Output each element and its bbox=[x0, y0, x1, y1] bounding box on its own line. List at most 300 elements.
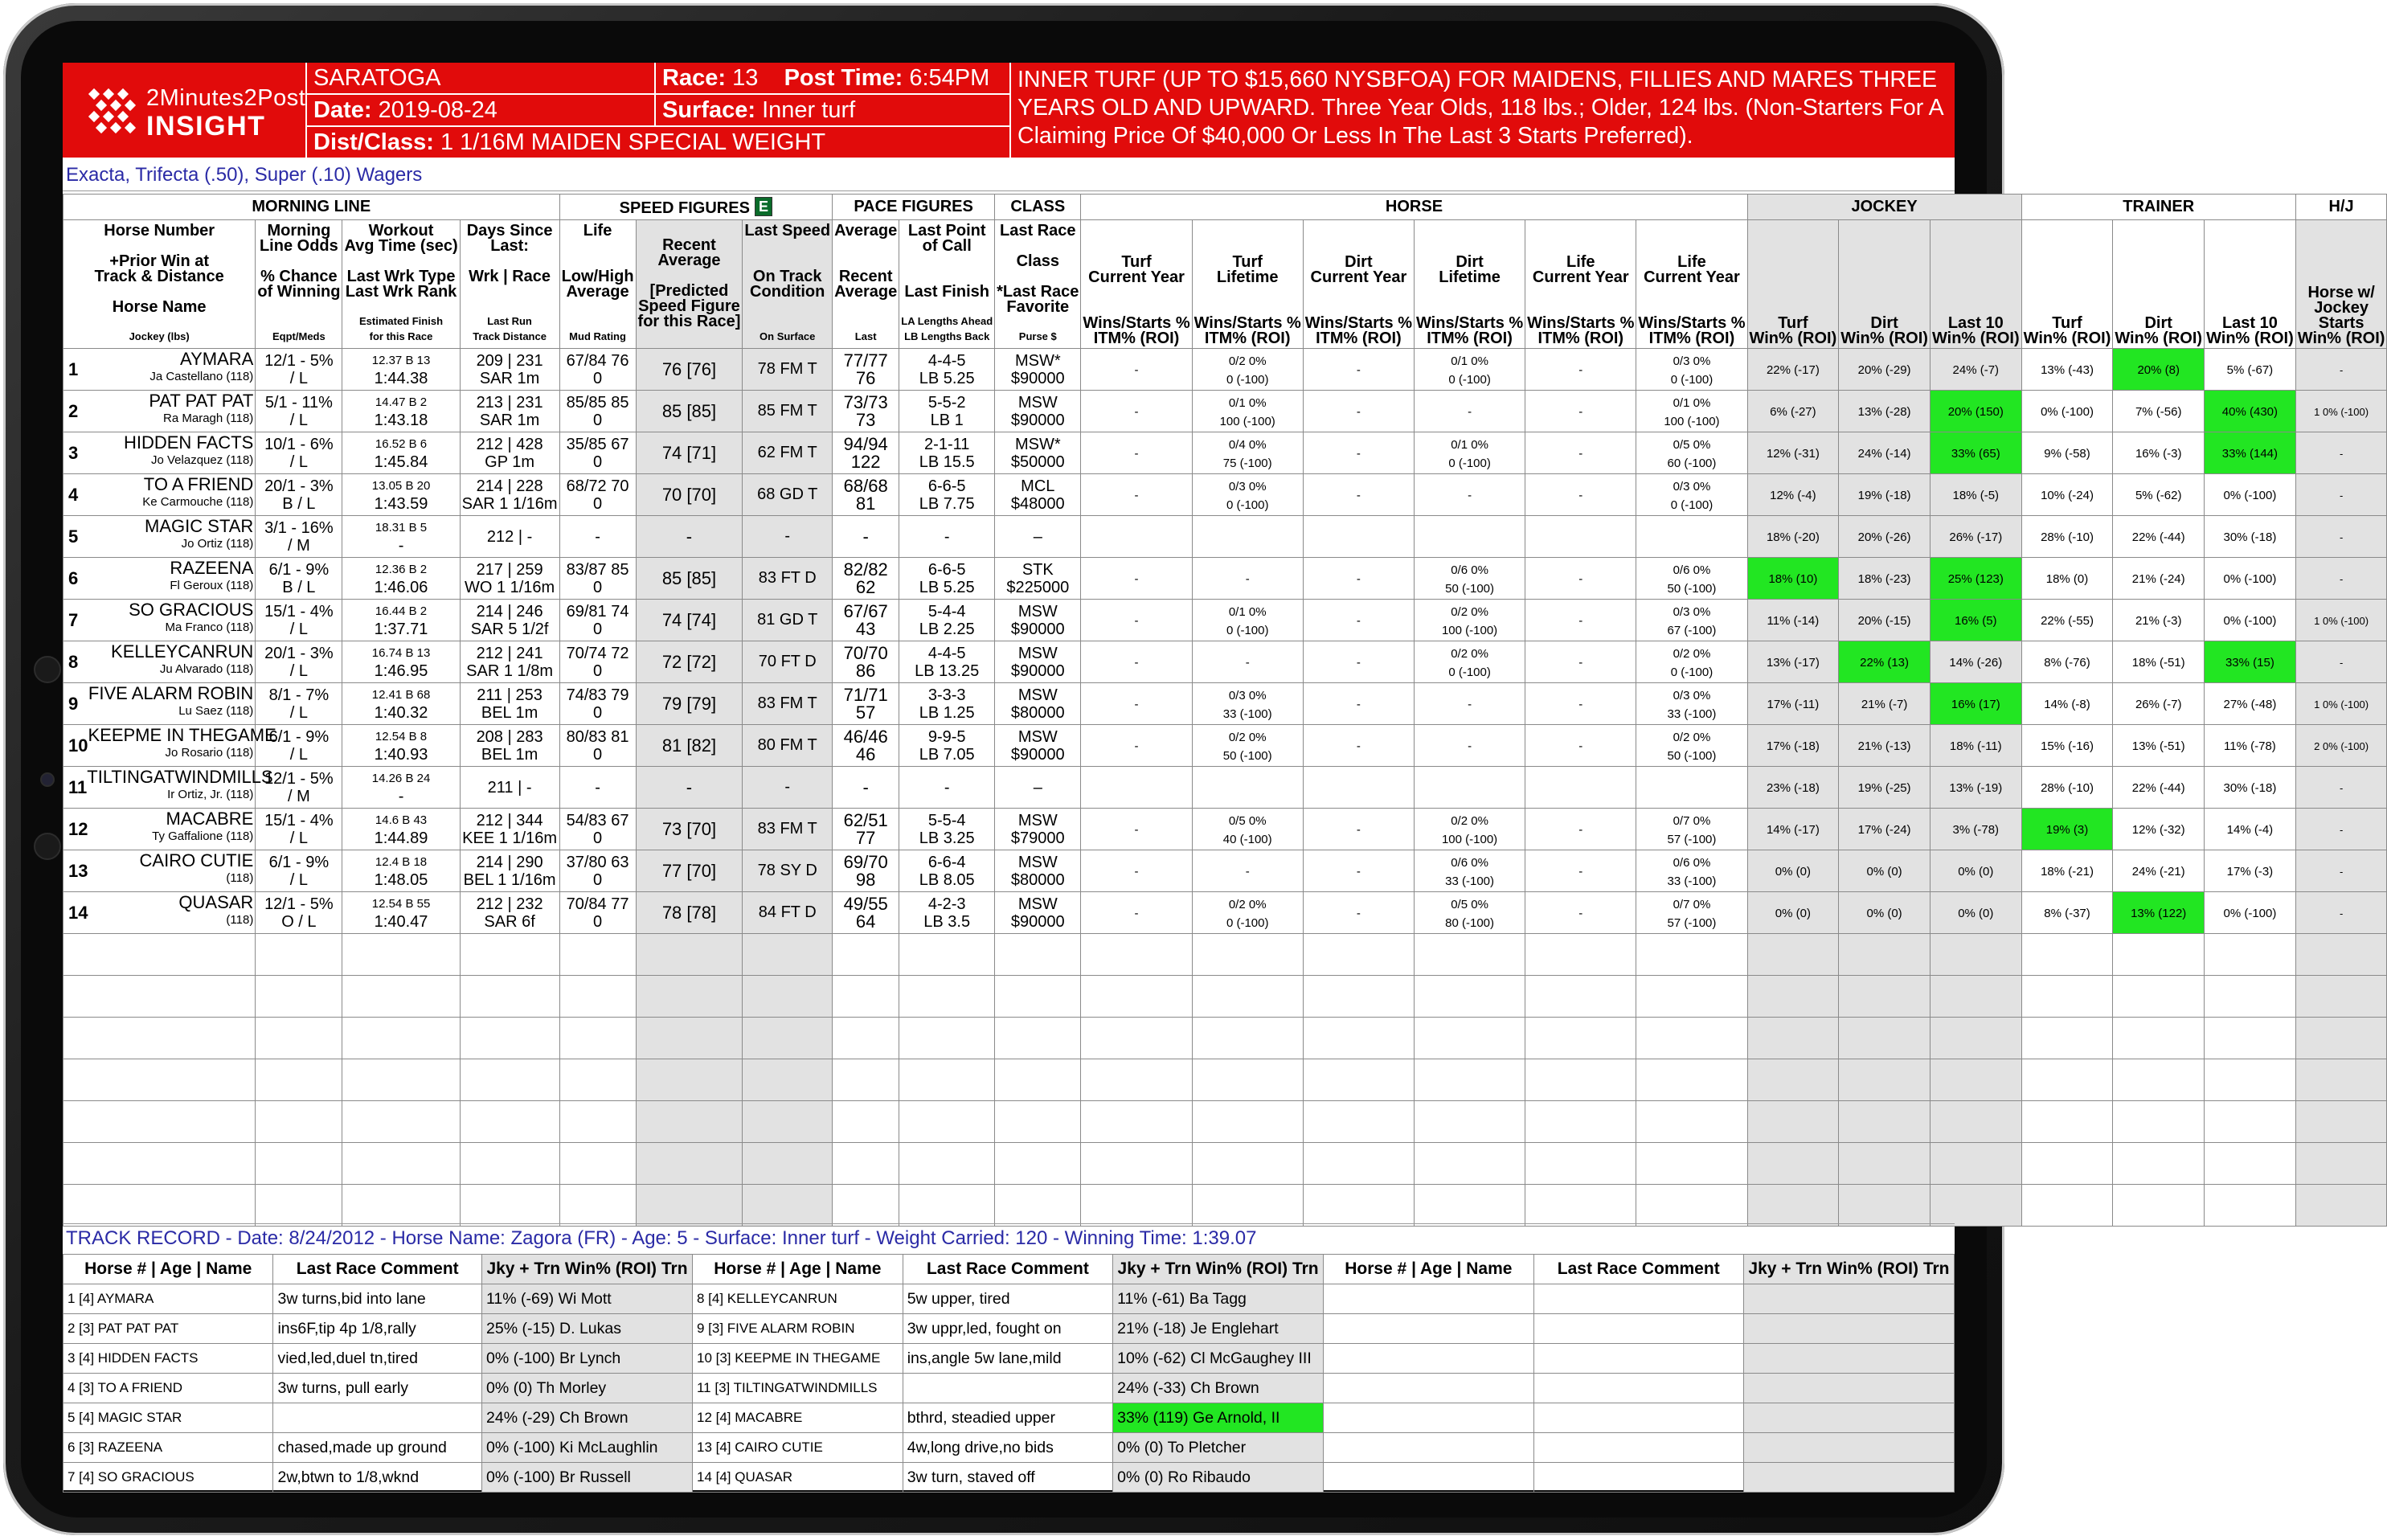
cell-j2: 21% (-7) bbox=[1839, 683, 1930, 725]
cell-horse: 11 TILTINGATWINDMILLS Ir Ortiz, Jr. (118) bbox=[63, 767, 256, 809]
cell-days: 212 | - bbox=[460, 516, 559, 558]
empty-cell bbox=[1414, 1143, 1525, 1185]
empty-cell bbox=[2113, 1101, 2205, 1143]
comment-text bbox=[1533, 1374, 1743, 1403]
comment-horse: 7 [4] SO GRACIOUS bbox=[63, 1463, 273, 1493]
comment-text: bthrd, steadied upper bbox=[903, 1403, 1112, 1433]
empty-cell bbox=[1636, 934, 1747, 976]
cell-horse-h5 bbox=[1525, 516, 1636, 558]
comment-text: ins,angle 5w lane,mild bbox=[903, 1344, 1112, 1374]
horse-row[interactable] bbox=[63, 683, 2387, 725]
cell-horse: 9 FIVE ALARM ROBIN Lu Saez (118) bbox=[63, 683, 256, 725]
cell-recent: 85 [85] bbox=[636, 558, 743, 600]
cell-horse-h1: - bbox=[1081, 725, 1192, 767]
cell-j2: 20% (-15) bbox=[1839, 600, 1930, 641]
empty-cell bbox=[743, 1018, 833, 1059]
cell-days: 214 | 290 BEL 1 1/16m bbox=[460, 850, 559, 892]
empty-cell bbox=[1747, 1143, 1839, 1185]
comment-trainer: 11% (-69) Wi Mott bbox=[482, 1284, 693, 1314]
cell-hj: - bbox=[2295, 767, 2387, 809]
cell-pace-last: - bbox=[899, 767, 995, 809]
empty-cell bbox=[1303, 976, 1414, 1018]
cell-recent: 70 [70] bbox=[636, 474, 743, 516]
brand-subtitle: INSIGHT bbox=[146, 111, 266, 141]
cell-horse-h2: - bbox=[1192, 558, 1303, 600]
cell-pace-avg: 68/68 81 bbox=[833, 474, 899, 516]
cell-horse-h6: 0/3 0% 33 (-100) bbox=[1636, 683, 1747, 725]
cell-pace-avg: 73/73 73 bbox=[833, 391, 899, 432]
cell-odds: 6/1 - 9% / L bbox=[256, 725, 342, 767]
cell-last-speed: 83 FM T bbox=[743, 809, 833, 850]
comment-text bbox=[903, 1374, 1112, 1403]
race-number: Race: 13 Post Time: 6:54PM bbox=[656, 63, 1009, 93]
comments-header-row bbox=[63, 1255, 1955, 1284]
cell-hj: 1 0% (-100) bbox=[2295, 683, 2387, 725]
cell-workout: 14.26 B 24 - bbox=[342, 767, 460, 809]
cell-horse-h5: - bbox=[1525, 850, 1636, 892]
horse-row[interactable] bbox=[63, 432, 2387, 474]
empty-cell bbox=[2295, 934, 2387, 976]
cell-horse-h5: - bbox=[1525, 809, 1636, 850]
empty-cell bbox=[636, 1101, 743, 1143]
empty-cell bbox=[2021, 976, 2113, 1018]
comment-horse: 1 [4] AYMARA bbox=[63, 1284, 273, 1314]
cell-last-speed: 80 FM T bbox=[743, 725, 833, 767]
empty-cell bbox=[1525, 1018, 1636, 1059]
empty-cell bbox=[1081, 1143, 1192, 1185]
cell-horse-h6: 0/3 0% 0 (-100) bbox=[1636, 349, 1747, 391]
cell-t2: 22% (-44) bbox=[2113, 767, 2205, 809]
empty-cell bbox=[1839, 1185, 1930, 1227]
empty-cell bbox=[2113, 976, 2205, 1018]
comment-trainer: 33% (119) Ge Arnold, II bbox=[1113, 1403, 1324, 1433]
col-trainer-t2: Dirt Win% (ROI) bbox=[2113, 220, 2205, 349]
cell-class: MSW $80000 bbox=[995, 850, 1081, 892]
comment-horse bbox=[1324, 1403, 1533, 1433]
cell-hj: 1 0% (-100) bbox=[2295, 391, 2387, 432]
cell-pace-avg: 49/55 64 bbox=[833, 892, 899, 934]
horse-row[interactable] bbox=[63, 600, 2387, 641]
cell-j3: 20% (150) bbox=[1930, 391, 2021, 432]
col-horse-h6: Life Current Year Wins/Starts % ITM% (ROI) bbox=[1636, 220, 1747, 349]
empty-cell bbox=[63, 976, 256, 1018]
cell-last-speed: 81 GD T bbox=[743, 600, 833, 641]
group-trainer: TRAINER bbox=[2021, 195, 2295, 220]
cell-life: 85/85 85 0 bbox=[559, 391, 636, 432]
empty-cell bbox=[1839, 1059, 1930, 1101]
cell-hj: 2 0% (-100) bbox=[2295, 725, 2387, 767]
cell-recent: 72 [72] bbox=[636, 641, 743, 683]
cell-j1: 18% (-20) bbox=[1747, 516, 1839, 558]
empty-row bbox=[63, 1185, 2387, 1227]
cell-horse-h2: 0/3 0% 0 (-100) bbox=[1192, 474, 1303, 516]
cell-workout: 16.44 B 2 1:37.71 bbox=[342, 600, 460, 641]
empty-cell bbox=[342, 1101, 460, 1143]
empty-cell bbox=[559, 976, 636, 1018]
comment-trainer: 10% (-62) Cl McGaughey III bbox=[1113, 1344, 1324, 1374]
cell-horse-h1: - bbox=[1081, 683, 1192, 725]
cell-t1: 18% (0) bbox=[2021, 558, 2113, 600]
empty-cell bbox=[899, 1185, 995, 1227]
cell-horse-h4: 0/5 0% 80 (-100) bbox=[1414, 892, 1525, 934]
cell-horse-h2: 0/1 0% 100 (-100) bbox=[1192, 391, 1303, 432]
tablet-frame bbox=[3, 3, 2385, 1535]
comment-row bbox=[63, 1284, 1955, 1314]
empty-cell bbox=[559, 1018, 636, 1059]
horse-row[interactable] bbox=[63, 474, 2387, 516]
cell-days: 209 | 231 SAR 1m bbox=[460, 349, 559, 391]
cell-j2: 20% (-26) bbox=[1839, 516, 1930, 558]
comment-horse bbox=[1324, 1314, 1533, 1344]
comment-horse: 14 [4] QUASAR bbox=[692, 1463, 903, 1493]
horse-row[interactable] bbox=[63, 892, 2387, 934]
empty-cell bbox=[743, 1059, 833, 1101]
cell-horse-h5: - bbox=[1525, 725, 1636, 767]
cell-j3: 16% (5) bbox=[1930, 600, 2021, 641]
cell-horse-h4: 0/2 0% 100 (-100) bbox=[1414, 600, 1525, 641]
column-header-row bbox=[63, 220, 2387, 349]
cell-horse-h3 bbox=[1303, 516, 1414, 558]
cell-t2: 7% (-56) bbox=[2113, 391, 2205, 432]
cell-horse-h3: - bbox=[1303, 432, 1414, 474]
empty-cell bbox=[1192, 1185, 1303, 1227]
cell-horse-h6: 0/5 0% 60 (-100) bbox=[1636, 432, 1747, 474]
empty-cell bbox=[2295, 1143, 2387, 1185]
horse-row[interactable] bbox=[63, 809, 2387, 850]
empty-cell bbox=[1414, 1101, 1525, 1143]
empty-cell bbox=[1414, 934, 1525, 976]
col-pace-avg: Average Recent Average Last bbox=[833, 220, 899, 349]
empty-cell bbox=[2295, 1059, 2387, 1101]
cell-last-speed: 70 FT D bbox=[743, 641, 833, 683]
cell-t1: 22% (-55) bbox=[2021, 600, 2113, 641]
horse-row[interactable] bbox=[63, 391, 2387, 432]
empty-cell bbox=[2021, 1143, 2113, 1185]
race-grid bbox=[63, 194, 2387, 1227]
empty-cell bbox=[1414, 976, 1525, 1018]
empty-cell bbox=[743, 1101, 833, 1143]
empty-cell bbox=[995, 1143, 1081, 1185]
comments-header-h1: Horse # | Age | Name bbox=[63, 1255, 273, 1284]
comment-row bbox=[63, 1433, 1955, 1463]
horse-number: 5 bbox=[68, 526, 79, 547]
cell-horse-h2: 0/3 0% 33 (-100) bbox=[1192, 683, 1303, 725]
comments-header-h1: Horse # | Age | Name bbox=[692, 1255, 903, 1284]
cell-pace-last: 2-1-11 LB 15.5 bbox=[899, 432, 995, 474]
cell-horse-h2: - bbox=[1192, 850, 1303, 892]
horse-number: 10 bbox=[68, 735, 88, 756]
cell-pace-last: 5-5-2 LB 1 bbox=[899, 391, 995, 432]
comment-trainer: 25% (-15) D. Lukas bbox=[482, 1314, 693, 1344]
horse-row[interactable] bbox=[63, 725, 2387, 767]
cell-pace-avg: 70/70 86 bbox=[833, 641, 899, 683]
empty-cell bbox=[743, 934, 833, 976]
empty-cell bbox=[1525, 1185, 1636, 1227]
empty-cell bbox=[63, 1018, 256, 1059]
cell-odds: 12/1 - 5% O / L bbox=[256, 892, 342, 934]
cell-t2: 16% (-3) bbox=[2113, 432, 2205, 474]
cell-horse-h1: - bbox=[1081, 809, 1192, 850]
comment-text: 4w,long drive,no bids bbox=[903, 1433, 1112, 1463]
cell-recent: 76 [76] bbox=[636, 349, 743, 391]
wagers-line: Exacta, Trifecta (.50), Super (.10) Wagers bbox=[63, 159, 1955, 191]
cell-t2: 5% (-62) bbox=[2113, 474, 2205, 516]
cell-horse-h4: - bbox=[1414, 725, 1525, 767]
empty-cell bbox=[899, 1059, 995, 1101]
comments-header-h1: Horse # | Age | Name bbox=[1324, 1255, 1533, 1284]
race-date: Date: 2019-08-24 bbox=[307, 95, 654, 125]
cell-t3: 33% (15) bbox=[2205, 641, 2296, 683]
comments-header-h2: Last Race Comment bbox=[273, 1255, 482, 1284]
empty-cell bbox=[1303, 1185, 1414, 1227]
cell-horse-h2 bbox=[1192, 516, 1303, 558]
cell-pace-last: 4-4-5 LB 13.25 bbox=[899, 641, 995, 683]
cell-recent: 77 [70] bbox=[636, 850, 743, 892]
cell-life: 67/84 76 0 bbox=[559, 349, 636, 391]
cell-j2: 21% (-13) bbox=[1839, 725, 1930, 767]
empty-cell bbox=[1636, 1101, 1747, 1143]
empty-cell bbox=[2113, 1059, 2205, 1101]
cell-pace-avg: 62/51 77 bbox=[833, 809, 899, 850]
empty-cell bbox=[460, 1185, 559, 1227]
cell-t1: 8% (-37) bbox=[2021, 892, 2113, 934]
empty-cell bbox=[1081, 1059, 1192, 1101]
cell-horse-h3: - bbox=[1303, 391, 1414, 432]
cell-horse-h4: 0/2 0% 0 (-100) bbox=[1414, 641, 1525, 683]
cell-pace-last: 3-3-3 LB 1.25 bbox=[899, 683, 995, 725]
cell-j1: 13% (-17) bbox=[1747, 641, 1839, 683]
comment-horse: 5 [4] MAGIC STAR bbox=[63, 1403, 273, 1433]
cell-t2: 13% (-51) bbox=[2113, 725, 2205, 767]
empty-cell bbox=[2205, 976, 2296, 1018]
empty-cell bbox=[899, 1018, 995, 1059]
cell-life: 83/87 85 0 bbox=[559, 558, 636, 600]
empty-cell bbox=[2295, 1185, 2387, 1227]
cell-t1: 15% (-16) bbox=[2021, 725, 2113, 767]
cell-horse-h3: - bbox=[1303, 558, 1414, 600]
cell-last-speed: 83 FM T bbox=[743, 683, 833, 725]
cell-horse-h4: 0/6 0% 50 (-100) bbox=[1414, 558, 1525, 600]
empty-cell bbox=[460, 934, 559, 976]
horse-row[interactable] bbox=[63, 850, 2387, 892]
empty-row bbox=[63, 976, 2387, 1018]
cell-odds: 3/1 - 16% / M bbox=[256, 516, 342, 558]
empty-cell bbox=[1747, 1101, 1839, 1143]
empty-cell bbox=[743, 1143, 833, 1185]
cell-pace-avg: - bbox=[833, 767, 899, 809]
empty-cell bbox=[995, 1059, 1081, 1101]
cell-j2: 17% (-24) bbox=[1839, 809, 1930, 850]
cell-horse-h6: 0/3 0% 0 (-100) bbox=[1636, 474, 1747, 516]
cell-t1: 13% (-43) bbox=[2021, 349, 2113, 391]
cell-j1: 14% (-17) bbox=[1747, 809, 1839, 850]
cell-horse-h2 bbox=[1192, 767, 1303, 809]
cell-t3: 11% (-78) bbox=[2205, 725, 2296, 767]
horse-row[interactable] bbox=[63, 516, 2387, 558]
race-description: INNER TURF (UP TO $15,660 NYSBFOA) FOR MAIDENS, FILLIES AND MARES THREE YEARS OLD AND UPWARD. Three Year Olds, 118 lbs.; Older, 124 lbs. (Non-Starters For A Claiming Price Of $40,000 Or Less In The Last 3 Starts Preferred). bbox=[1011, 63, 1955, 158]
horse-row[interactable] bbox=[63, 349, 2387, 391]
cell-j1: 17% (-11) bbox=[1747, 683, 1839, 725]
group-horse: HORSE bbox=[1081, 195, 1747, 220]
cell-t3: 40% (430) bbox=[2205, 391, 2296, 432]
cell-t3: 30% (-18) bbox=[2205, 767, 2296, 809]
cell-last-speed: 62 FM T bbox=[743, 432, 833, 474]
cell-class: MSW $90000 bbox=[995, 391, 1081, 432]
empty-cell bbox=[559, 1101, 636, 1143]
empty-cell bbox=[899, 976, 995, 1018]
comment-trainer bbox=[1743, 1433, 1954, 1463]
empty-cell bbox=[2021, 934, 2113, 976]
cell-days: 214 | 246 SAR 5 1/2f bbox=[460, 600, 559, 641]
empty-cell bbox=[2113, 1018, 2205, 1059]
empty-cell bbox=[1636, 1059, 1747, 1101]
empty-cell bbox=[2295, 1101, 2387, 1143]
horse-number: 8 bbox=[68, 651, 79, 672]
cell-j1: 6% (-27) bbox=[1747, 391, 1839, 432]
empty-row bbox=[63, 1059, 2387, 1101]
cell-horse-h4: - bbox=[1414, 391, 1525, 432]
comment-trainer bbox=[1743, 1403, 1954, 1433]
empty-cell bbox=[342, 934, 460, 976]
cell-j1: 12% (-4) bbox=[1747, 474, 1839, 516]
cell-last-speed: 84 FT D bbox=[743, 892, 833, 934]
comment-horse: 8 [4] KELLEYCANRUN bbox=[692, 1284, 903, 1314]
side-button-upper bbox=[34, 656, 61, 683]
cell-horse-h5: - bbox=[1525, 391, 1636, 432]
empty-cell bbox=[1636, 1185, 1747, 1227]
cell-horse-h3: - bbox=[1303, 683, 1414, 725]
cell-j1: 0% (0) bbox=[1747, 850, 1839, 892]
empty-cell bbox=[1081, 934, 1192, 976]
empty-cell bbox=[636, 934, 743, 976]
cell-class: MSW $90000 bbox=[995, 892, 1081, 934]
comment-trainer bbox=[1743, 1374, 1954, 1403]
empty-cell bbox=[342, 1018, 460, 1059]
horse-number: 9 bbox=[68, 693, 79, 714]
empty-cell bbox=[256, 934, 342, 976]
col-pace-last: Last Point of Call Last Finish LA Lengths Ahead LB Lengths Back bbox=[899, 220, 995, 349]
empty-cell bbox=[1081, 1185, 1192, 1227]
comment-trainer: 21% (-18) Je Englehart bbox=[1113, 1314, 1324, 1344]
empty-cell bbox=[2113, 934, 2205, 976]
cell-j2: 20% (-29) bbox=[1839, 349, 1930, 391]
cell-workout: 14.6 B 43 1:44.89 bbox=[342, 809, 460, 850]
cell-last-speed: - bbox=[743, 516, 833, 558]
cell-workout: 12.36 B 2 1:46.06 bbox=[342, 558, 460, 600]
empty-cell bbox=[1192, 1059, 1303, 1101]
cell-class: MSW $90000 bbox=[995, 600, 1081, 641]
cell-life: 69/81 74 0 bbox=[559, 600, 636, 641]
empty-cell bbox=[995, 1101, 1081, 1143]
app-screen bbox=[63, 63, 2385, 1490]
comment-horse: 2 [3] PAT PAT PAT bbox=[63, 1314, 273, 1344]
empty-cell bbox=[2113, 1185, 2205, 1227]
horse-row[interactable] bbox=[63, 767, 2387, 809]
cell-horse-h4 bbox=[1414, 767, 1525, 809]
cell-hj: - bbox=[2295, 516, 2387, 558]
comment-trainer bbox=[1743, 1344, 1954, 1374]
empty-cell bbox=[1192, 1018, 1303, 1059]
empty-cell bbox=[833, 976, 899, 1018]
cell-workout: 12.4 B 18 1:48.05 bbox=[342, 850, 460, 892]
horse-row[interactable] bbox=[63, 558, 2387, 600]
empty-cell bbox=[559, 934, 636, 976]
cell-horse-h4: 0/1 0% 0 (-100) bbox=[1414, 349, 1525, 391]
comment-horse: 12 [4] MACABRE bbox=[692, 1403, 903, 1433]
col-life: Life Low/High Average Mud Rating bbox=[559, 220, 636, 349]
cell-horse-h3: - bbox=[1303, 725, 1414, 767]
cell-t2: 24% (-21) bbox=[2113, 850, 2205, 892]
cell-j2: 19% (-18) bbox=[1839, 474, 1930, 516]
horse-row[interactable] bbox=[63, 641, 2387, 683]
empty-cell bbox=[1636, 1018, 1747, 1059]
cell-horse-h6: 0/6 0% 50 (-100) bbox=[1636, 558, 1747, 600]
cell-class: – bbox=[995, 767, 1081, 809]
cell-horse-h5: - bbox=[1525, 892, 1636, 934]
empty-cell bbox=[1839, 1018, 1930, 1059]
cell-life: 37/80 63 0 bbox=[559, 850, 636, 892]
cell-j3: 16% (17) bbox=[1930, 683, 2021, 725]
empty-cell bbox=[460, 976, 559, 1018]
cell-t3: 33% (144) bbox=[2205, 432, 2296, 474]
cell-horse-h2: 0/1 0% 0 (-100) bbox=[1192, 600, 1303, 641]
cell-odds: 10/1 - 6% / L bbox=[256, 432, 342, 474]
cell-pace-last: 6-6-4 LB 8.05 bbox=[899, 850, 995, 892]
cell-t3: 14% (-4) bbox=[2205, 809, 2296, 850]
cell-days: 217 | 259 WO 1 1/16m bbox=[460, 558, 559, 600]
empty-cell bbox=[256, 1101, 342, 1143]
cell-t1: 14% (-8) bbox=[2021, 683, 2113, 725]
cell-horse-h1: - bbox=[1081, 850, 1192, 892]
cell-recent: 85 [85] bbox=[636, 391, 743, 432]
cell-horse-h2: 0/5 0% 40 (-100) bbox=[1192, 809, 1303, 850]
comment-text: vied,led,duel tn,tired bbox=[273, 1344, 482, 1374]
cell-workout: 12.41 B 68 1:40.32 bbox=[342, 683, 460, 725]
cell-horse-h3: - bbox=[1303, 892, 1414, 934]
horse-number: 6 bbox=[68, 567, 79, 588]
empty-cell bbox=[342, 1059, 460, 1101]
cell-horse-h5: - bbox=[1525, 683, 1636, 725]
cell-life: 54/83 67 0 bbox=[559, 809, 636, 850]
empty-cell bbox=[2205, 934, 2296, 976]
cell-t2: 20% (8) bbox=[2113, 349, 2205, 391]
comment-text: ins6F,tip 4p 1/8,rally bbox=[273, 1314, 482, 1344]
cell-recent: - bbox=[636, 516, 743, 558]
cell-life: 68/72 70 0 bbox=[559, 474, 636, 516]
cell-horse-h3: - bbox=[1303, 474, 1414, 516]
comment-text bbox=[1533, 1314, 1743, 1344]
cell-pace-last: 6-6-5 LB 7.75 bbox=[899, 474, 995, 516]
cell-life: 70/84 77 0 bbox=[559, 892, 636, 934]
cell-t2: 13% (122) bbox=[2113, 892, 2205, 934]
speed-figures-badge[interactable]: E bbox=[755, 197, 772, 216]
comment-horse: 11 [3] TILTINGATWINDMILLS bbox=[692, 1374, 903, 1403]
cell-t3: 30% (-18) bbox=[2205, 516, 2296, 558]
cell-horse-h3: - bbox=[1303, 349, 1414, 391]
empty-cell bbox=[1525, 1059, 1636, 1101]
cell-horse-h6: 0/1 0% 100 (-100) bbox=[1636, 391, 1747, 432]
cell-hj: 1 0% (-100) bbox=[2295, 600, 2387, 641]
cell-j1: 0% (0) bbox=[1747, 892, 1839, 934]
empty-cell bbox=[1081, 1018, 1192, 1059]
empty-cell bbox=[2021, 1185, 2113, 1227]
empty-cell bbox=[1930, 976, 2021, 1018]
empty-cell bbox=[460, 1059, 559, 1101]
brand-name: 2Minutes2Post bbox=[146, 85, 306, 111]
cell-workout: 12.54 B 8 1:40.93 bbox=[342, 725, 460, 767]
empty-cell bbox=[995, 976, 1081, 1018]
cell-j1: 17% (-18) bbox=[1747, 725, 1839, 767]
